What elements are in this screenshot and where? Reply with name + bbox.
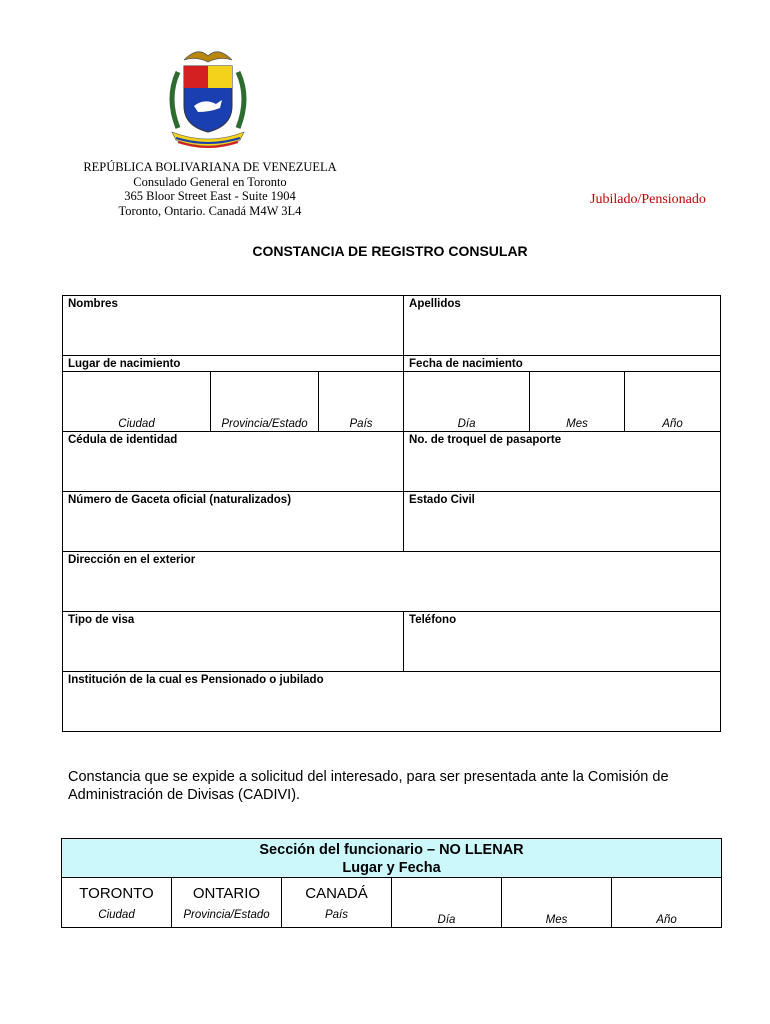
provincia-caption: Provincia/Estado [221, 418, 308, 430]
official-pais-caption: País [324, 909, 348, 921]
birth-day-field[interactable] [404, 372, 530, 432]
birth-province-field[interactable] [211, 372, 319, 432]
official-country-cell [282, 878, 392, 928]
visa-field[interactable] [63, 612, 404, 672]
official-dia-caption: Día [437, 914, 456, 926]
address-line-1: 365 Bloor Street East - Suite 1904 [124, 189, 296, 203]
official-province-cell [172, 878, 282, 928]
official-month-cell [502, 878, 612, 928]
institucion-label: Institución de la cual es Pensionado o jubilado [68, 674, 324, 686]
coat-of-arms-emblem [164, 48, 252, 148]
telefono-label: Teléfono [409, 614, 457, 626]
official-year-cell [612, 878, 722, 928]
anio-caption: Año [662, 418, 683, 430]
birth-month-field[interactable] [530, 372, 625, 432]
direccion-label: Dirección en el exterior [68, 554, 196, 566]
nombres-field[interactable] [63, 296, 404, 356]
mes-caption: Mes [566, 418, 588, 430]
official-city-cell [62, 878, 172, 928]
birth-city-field[interactable] [63, 372, 211, 432]
cedula-label: Cédula de identidad [68, 434, 178, 446]
official-ciudad-caption: Ciudad [98, 909, 135, 921]
apellidos-label: Apellidos [409, 298, 461, 310]
pais-caption: País [349, 418, 373, 430]
birth-country-field[interactable] [319, 372, 404, 432]
fecha-nacimiento-header [404, 356, 721, 372]
gaceta-label: Número de Gaceta oficial (naturalizados) [68, 494, 292, 506]
telefono-field[interactable] [404, 612, 721, 672]
official-day-cell [392, 878, 502, 928]
registration-form [62, 295, 721, 732]
consulate-header [60, 160, 360, 218]
official-country-value: CANADÁ [305, 885, 368, 902]
category-tag: Jubilado/Pensionado [590, 192, 706, 207]
troquel-label: No. de troquel de pasaporte [409, 434, 562, 446]
official-province-value: ONTARIO [192, 885, 261, 902]
official-anio-caption: Año [656, 914, 677, 926]
institucion-field[interactable] [63, 672, 721, 732]
cedula-field[interactable] [63, 432, 404, 492]
birth-year-field[interactable] [625, 372, 721, 432]
troquel-field[interactable] [404, 432, 721, 492]
apellidos-field[interactable] [404, 296, 721, 356]
country-name: REPÚBLICA BOLIVARIANA DE VENEZUELA [83, 160, 337, 174]
official-mes-caption: Mes [545, 914, 568, 926]
document-title: CONSTANCIA DE REGISTRO CONSULAR [252, 243, 528, 259]
lugar-nacimiento-label: Lugar de nacimiento [68, 358, 181, 370]
fecha-nacimiento-label: Fecha de nacimiento [409, 358, 523, 370]
lugar-nacimiento-header [63, 356, 404, 372]
official-section-header [62, 839, 722, 878]
gaceta-field[interactable] [63, 492, 404, 552]
constancia-note: Constancia que se expide a solicitud del interesado, para ser presentada ante la Comisión de Administración de Divisas (CADIVI). [68, 769, 669, 803]
dia-caption: Día [457, 418, 476, 430]
address-line-2: Toronto, Ontario. Canadá M4W 3L4 [118, 203, 302, 218]
consulate-name: Consulado General en Toronto [133, 174, 287, 189]
official-city-value: TORONTO [79, 885, 154, 902]
estado-civil-label: Estado Civil [409, 494, 475, 506]
ciudad-caption: Ciudad [118, 418, 155, 430]
official-section [61, 838, 722, 928]
visa-label: Tipo de visa [68, 614, 135, 626]
direccion-field[interactable] [63, 552, 721, 612]
official-heading: Sección del funcionario – NO LLENAR [259, 842, 524, 858]
official-provincia-caption: Provincia/Estado [183, 909, 270, 921]
nombres-label: Nombres [68, 298, 118, 310]
official-subheading: Lugar y Fecha [342, 860, 441, 876]
estado-civil-field[interactable] [404, 492, 721, 552]
